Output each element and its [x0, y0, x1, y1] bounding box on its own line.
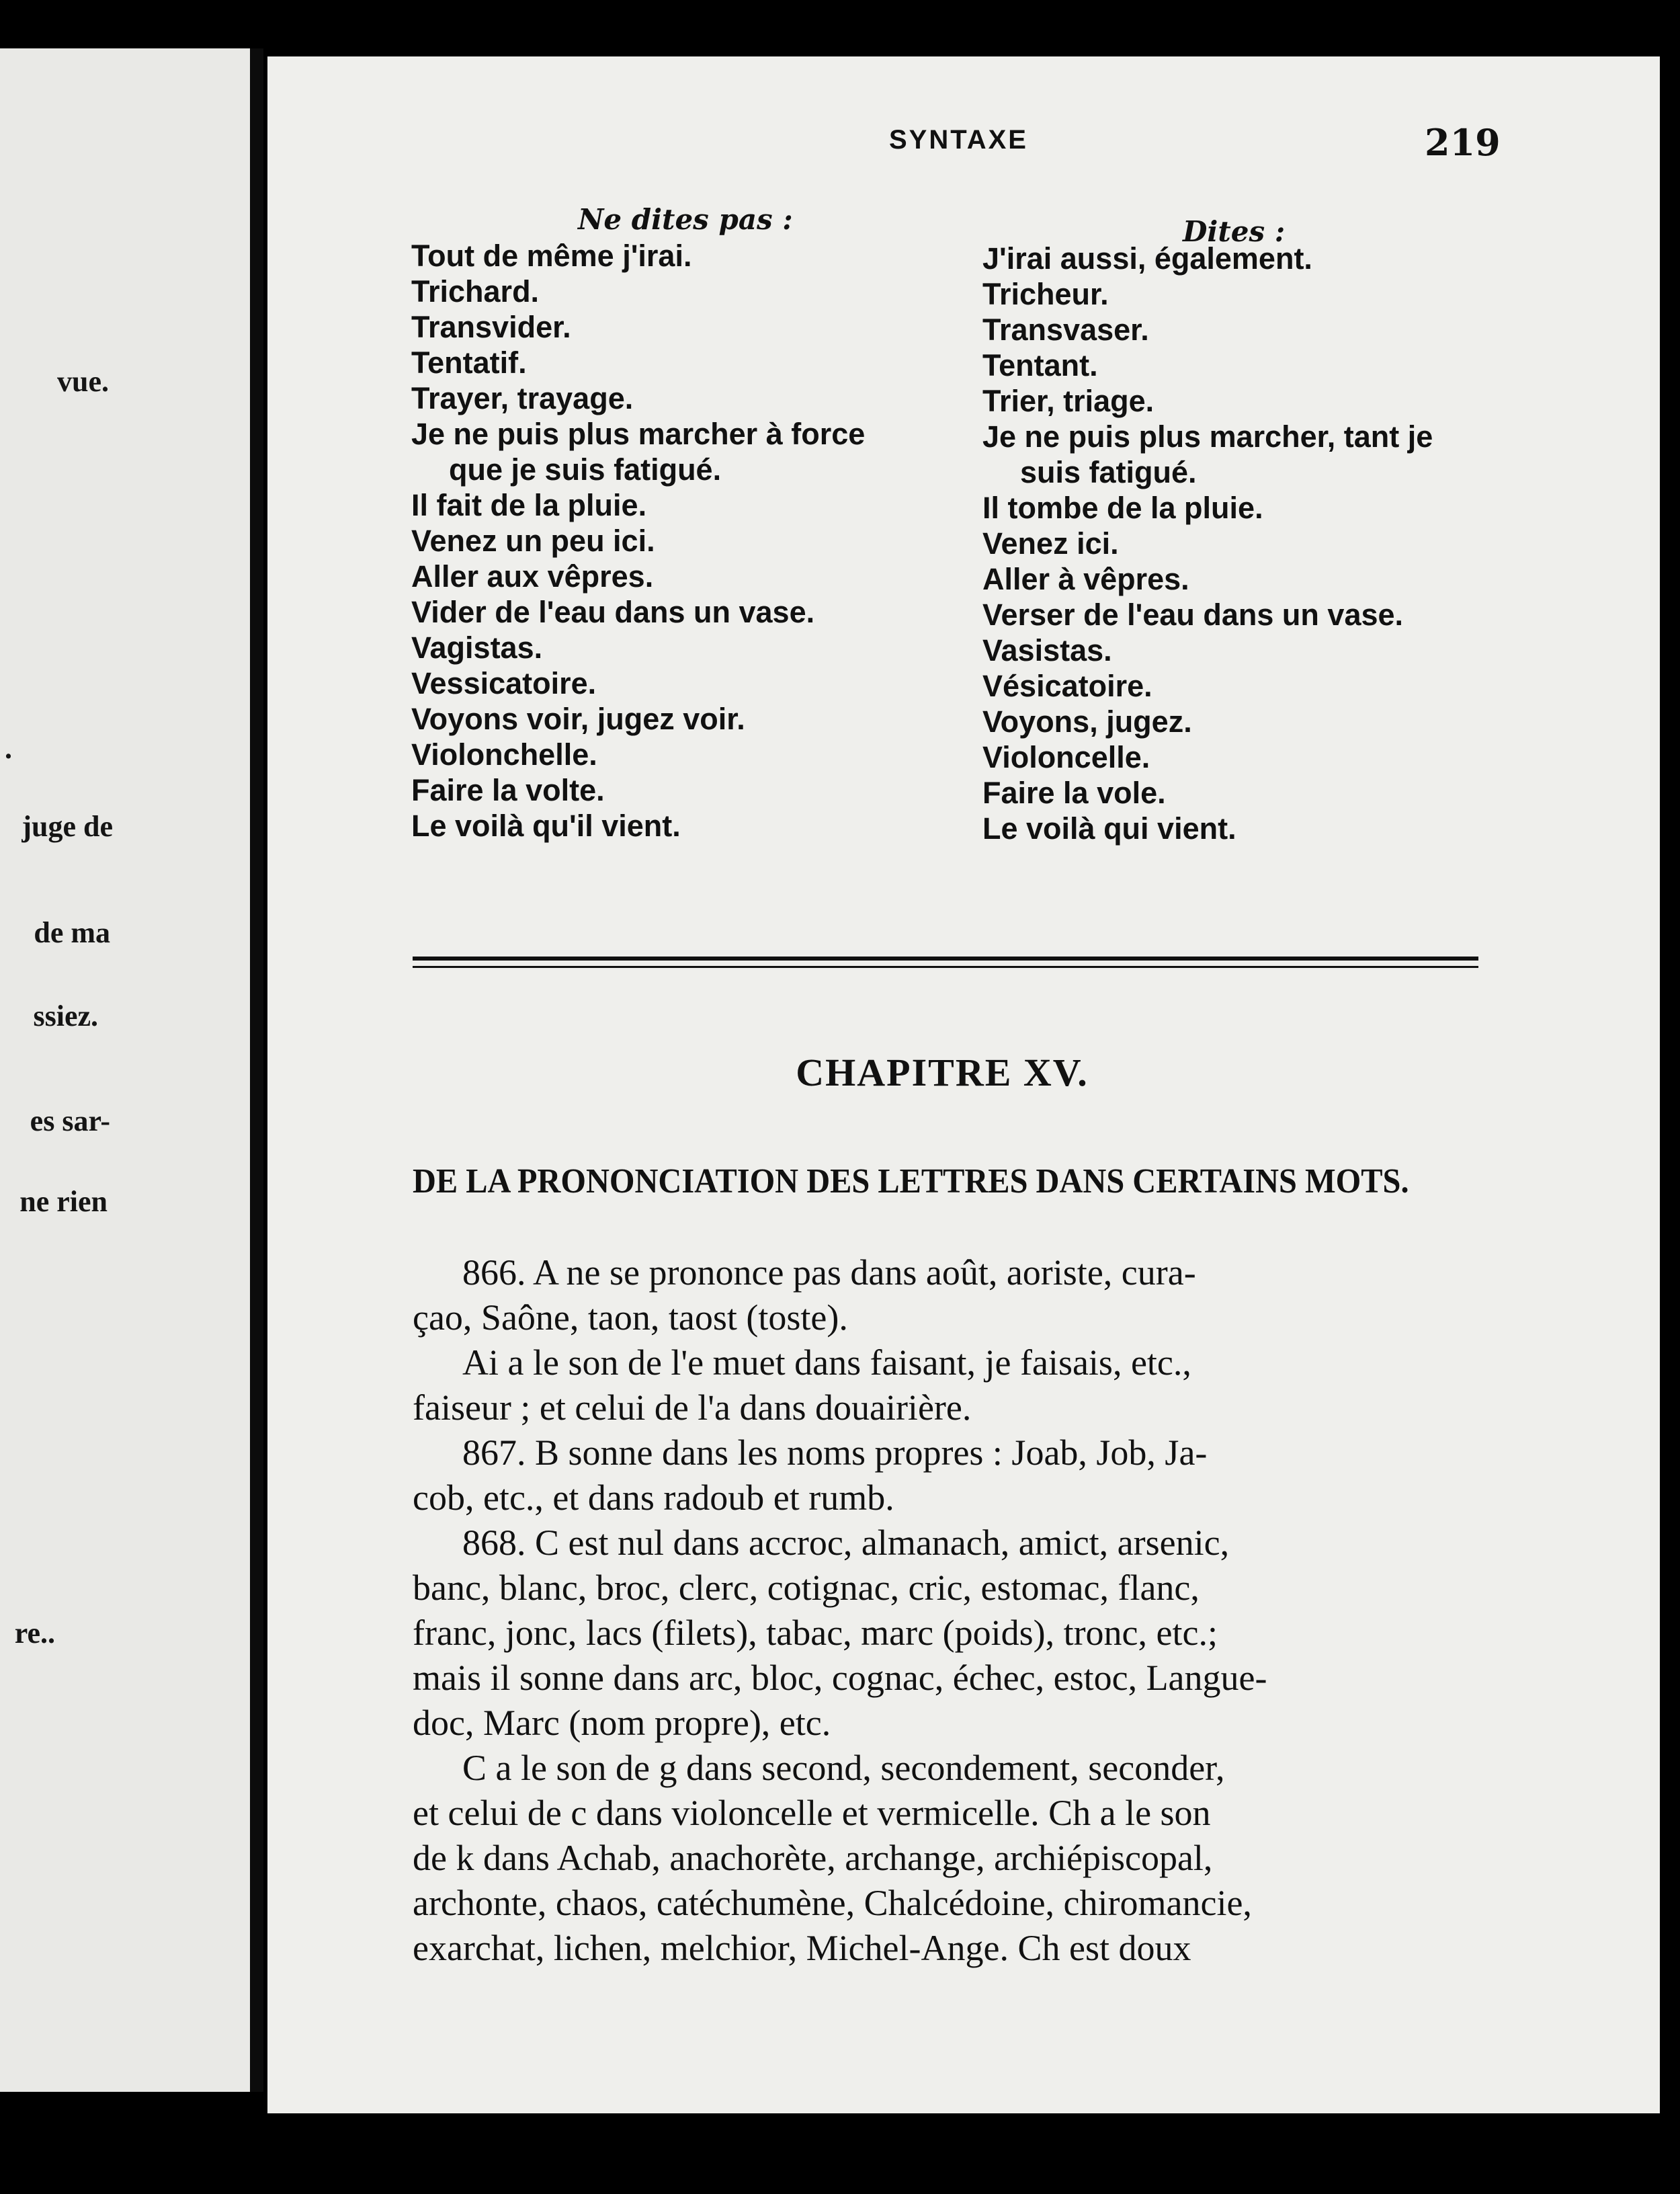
body-line: franc, jonc, lacs (filets), tabac, marc (poids), tronc, etc.; [413, 1613, 1218, 1653]
body-text [413, 1250, 1486, 1971]
facing-page-fragment: . [5, 732, 12, 765]
chapter-title: CHAPITRE XV. [796, 1051, 1089, 1094]
body-line: banc, blanc, broc, clerc, cotignac, cric, estomac, flanc, [413, 1568, 1200, 1608]
incorrect-usage-column [411, 238, 865, 844]
incorrect-usage-line: Vessicatoire. [411, 666, 597, 700]
body-line: 866. A ne se prononce pas dans août, aoriste, cura- [462, 1252, 1196, 1293]
correct-usage-line: Vasistas. [982, 633, 1112, 667]
body-line: archonte, chaos, catéchumène, Chalcédoine, chiromancie, [413, 1883, 1252, 1923]
body-line: 867. B sonne dans les noms propres : Joab, Job, Ja- [462, 1432, 1208, 1473]
body-line: mais il sonne dans arc, bloc, cognac, échec, estoc, Langue- [413, 1658, 1267, 1698]
body-line: exarchat, lichen, melchior, Michel-Ange. Ch est doux [413, 1928, 1191, 1968]
book-gutter [250, 48, 263, 2092]
chapter-subtitle: DE LA PRONONCIATION DES LETTRES DANS CERTAINS MOTS. [413, 1162, 1409, 1201]
correct-usage-line: Voyons, jugez. [982, 704, 1192, 739]
book-page [267, 56, 1660, 2113]
running-head: SYNTAXE [889, 125, 1028, 155]
incorrect-usage-line: Trayer, trayage. [411, 381, 634, 415]
facing-page-fragment: juge de [22, 810, 113, 843]
page-number: 219 [1425, 121, 1501, 164]
correct-usage-line: Tentant. [982, 348, 1098, 382]
body-line: doc, Marc (nom propre), etc. [413, 1703, 831, 1743]
incorrect-usage-line: Je ne puis plus marcher à force [411, 417, 866, 451]
facing-page-edge [0, 48, 250, 2092]
correct-usage-line: Venez ici. [982, 526, 1119, 561]
body-line: 868. C est nul dans accroc, almanach, amict, arsenic, [462, 1522, 1230, 1563]
incorrect-usage-line: Trichard. [411, 274, 540, 309]
incorrect-usage-line: Faire la volte. [411, 773, 605, 807]
body-line: C a le son de g dans second, secondement, seconder, [462, 1748, 1225, 1788]
correct-usage-line: Transvaser. [982, 313, 1149, 347]
body-line: et celui de c dans violoncelle et vermicelle. Ch a le son [413, 1793, 1211, 1833]
correct-usage-line: Violoncelle. [982, 740, 1150, 774]
body-line: cob, etc., et dans radoub et rumb. [413, 1477, 894, 1518]
body-line: Ai a le son de l'e muet dans faisant, je faisais, etc., [462, 1342, 1191, 1383]
double-rule-bottom [413, 966, 1478, 968]
incorrect-usage-line: Violonchelle. [411, 737, 597, 772]
incorrect-usage-line: que je suis fatigué. [449, 452, 722, 487]
correct-usage-line: Il tombe de la pluie. [982, 491, 1263, 525]
correct-usage-line: Le voilà qui vient. [982, 811, 1236, 846]
facing-page-fragment: de ma [34, 916, 110, 949]
body-line: çao, Saône, taon, taost (toste). [413, 1297, 848, 1338]
correct-usage-line: Faire la vole. [982, 776, 1166, 810]
facing-page-fragment: ssiez. [33, 1000, 98, 1032]
correct-usage-line: J'irai aussi, également. [982, 241, 1312, 276]
incorrect-usage-line: Transvider. [411, 310, 571, 344]
incorrect-usage-line: Il fait de la pluie. [411, 488, 647, 522]
correct-usage-line: Verser de l'eau dans un vase. [982, 598, 1404, 632]
correct-usage-line: Tricheur. [982, 277, 1109, 311]
incorrect-usage-line: Vagistas. [411, 631, 543, 665]
body-line: faiseur ; et celui de l'a dans douairière. [413, 1387, 972, 1428]
facing-page-fragment: vue. [57, 365, 109, 398]
incorrect-usage-line: Tentatif. [411, 346, 527, 380]
incorrect-usage-line: Voyons voir, jugez voir. [411, 702, 745, 736]
facing-page-fragment: re.. [14, 1617, 55, 1650]
correct-usage-line: Trier, triage. [982, 384, 1154, 418]
incorrect-usage-line: Le voilà qu'il vient. [411, 809, 681, 843]
incorrect-usage-line: Vider de l'eau dans un vase. [411, 595, 815, 629]
incorrect-usage-line: Aller aux vêpres. [411, 559, 654, 594]
correct-usage-column [982, 241, 1433, 846]
column-heading-incorrect: Ne dites pas : [578, 203, 793, 236]
correct-usage-line: Vésicatoire. [982, 669, 1152, 703]
correct-usage-line: suis fatigué. [1020, 455, 1197, 489]
correct-usage-line: Je ne puis plus marcher, tant je [982, 419, 1433, 454]
column-heading-correct: Dites : [1183, 215, 1286, 248]
double-rule-top [413, 957, 1478, 961]
correct-usage-line: Aller à vêpres. [982, 562, 1189, 596]
facing-page-fragment: ne rien [19, 1185, 108, 1218]
facing-page-fragment: es sar- [30, 1104, 110, 1137]
body-line: de k dans Achab, anachorète, archange, archiépiscopal, [413, 1838, 1213, 1878]
incorrect-usage-line: Tout de même j'irai. [411, 239, 692, 273]
incorrect-usage-line: Venez un peu ici. [411, 524, 655, 558]
